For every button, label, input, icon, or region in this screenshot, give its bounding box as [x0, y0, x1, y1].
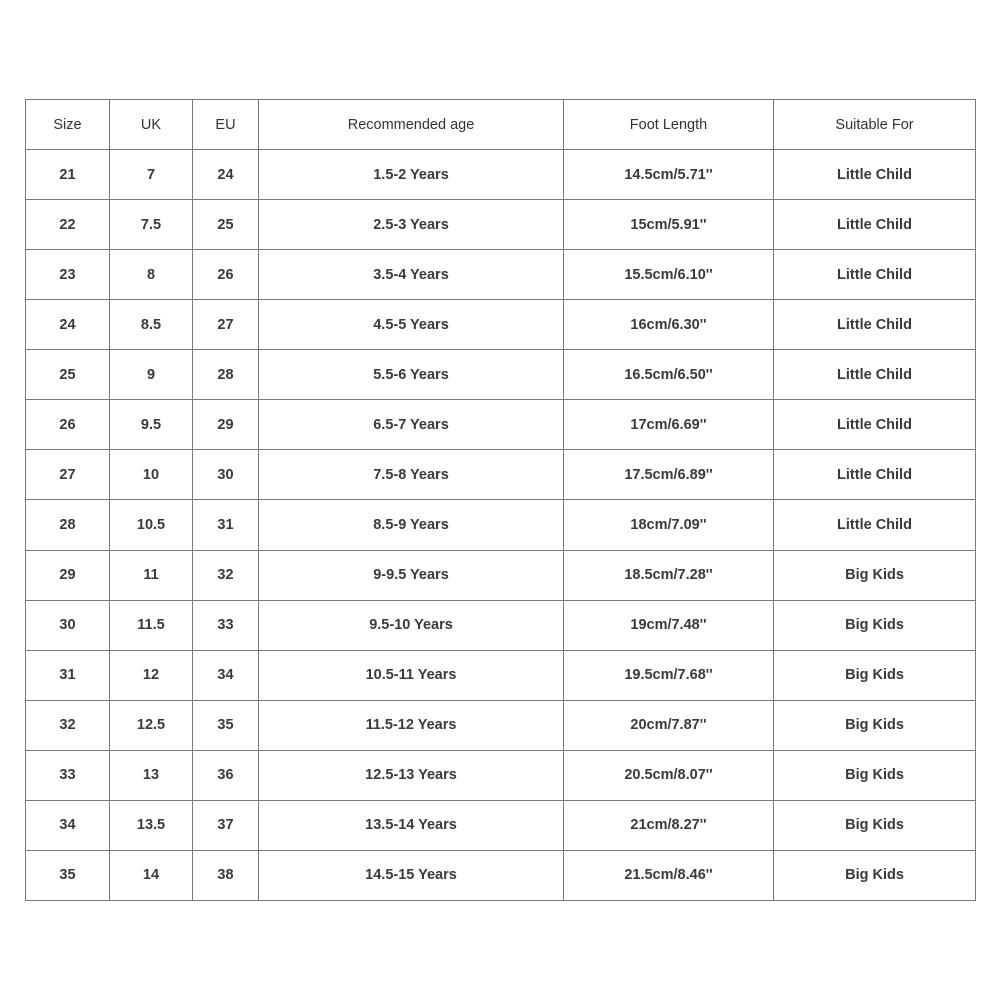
cell-eu: 32 — [193, 550, 259, 600]
table-row — [26, 600, 976, 650]
cell-suitable-for: Little Child — [774, 250, 976, 300]
cell-size: 24 — [26, 300, 110, 350]
cell-size: 30 — [26, 600, 110, 650]
cell-uk: 13.5 — [110, 800, 193, 850]
cell-uk: 11.5 — [110, 600, 193, 650]
table-row — [26, 700, 976, 750]
cell-eu: 37 — [193, 800, 259, 850]
cell-eu: 29 — [193, 400, 259, 450]
cell-eu: 26 — [193, 250, 259, 300]
cell-size: 33 — [26, 750, 110, 800]
cell-uk: 14 — [110, 850, 193, 900]
cell-eu: 35 — [193, 700, 259, 750]
cell-suitable-for: Little Child — [774, 300, 976, 350]
cell-recommended-age: 7.5-8 Years — [259, 450, 564, 500]
cell-eu: 34 — [193, 650, 259, 700]
header-suitable-for: Suitable For — [774, 100, 976, 150]
cell-eu: 38 — [193, 850, 259, 900]
cell-foot-length: 16cm/6.30'' — [564, 300, 774, 350]
table-row — [26, 750, 976, 800]
cell-recommended-age: 8.5-9 Years — [259, 500, 564, 550]
header-size: Size — [26, 100, 110, 150]
cell-foot-length: 14.5cm/5.71'' — [564, 150, 774, 200]
cell-recommended-age: 6.5-7 Years — [259, 400, 564, 450]
header-uk: UK — [110, 100, 193, 150]
cell-size: 25 — [26, 350, 110, 400]
cell-foot-length: 21cm/8.27'' — [564, 800, 774, 850]
cell-foot-length: 16.5cm/6.50'' — [564, 350, 774, 400]
table-row — [26, 550, 976, 600]
cell-foot-length: 15cm/5.91'' — [564, 200, 774, 250]
cell-suitable-for: Little Child — [774, 350, 976, 400]
cell-recommended-age: 14.5-15 Years — [259, 850, 564, 900]
cell-recommended-age: 5.5-6 Years — [259, 350, 564, 400]
cell-eu: 27 — [193, 300, 259, 350]
cell-recommended-age: 3.5-4 Years — [259, 250, 564, 300]
cell-recommended-age: 12.5-13 Years — [259, 750, 564, 800]
cell-size: 34 — [26, 800, 110, 850]
table-row — [26, 150, 976, 200]
cell-suitable-for: Little Child — [774, 200, 976, 250]
cell-size: 28 — [26, 500, 110, 550]
cell-suitable-for: Big Kids — [774, 700, 976, 750]
table-row — [26, 400, 976, 450]
cell-foot-length: 19cm/7.48'' — [564, 600, 774, 650]
cell-eu: 33 — [193, 600, 259, 650]
cell-uk: 10.5 — [110, 500, 193, 550]
table-row — [26, 350, 976, 400]
table-row — [26, 200, 976, 250]
cell-eu: 25 — [193, 200, 259, 250]
cell-size: 26 — [26, 400, 110, 450]
cell-eu: 31 — [193, 500, 259, 550]
cell-recommended-age: 4.5-5 Years — [259, 300, 564, 350]
table-body — [26, 150, 976, 901]
cell-recommended-age: 11.5-12 Years — [259, 700, 564, 750]
cell-size: 29 — [26, 550, 110, 600]
cell-foot-length: 15.5cm/6.10'' — [564, 250, 774, 300]
cell-suitable-for: Big Kids — [774, 850, 976, 900]
cell-size: 31 — [26, 650, 110, 700]
cell-recommended-age: 13.5-14 Years — [259, 800, 564, 850]
cell-size: 35 — [26, 850, 110, 900]
header-recommended-age: Recommended age — [259, 100, 564, 150]
cell-suitable-for: Big Kids — [774, 800, 976, 850]
cell-eu: 30 — [193, 450, 259, 500]
cell-size: 32 — [26, 700, 110, 750]
cell-uk: 7.5 — [110, 200, 193, 250]
cell-suitable-for: Big Kids — [774, 650, 976, 700]
table-row — [26, 850, 976, 900]
cell-uk: 8 — [110, 250, 193, 300]
cell-uk: 13 — [110, 750, 193, 800]
cell-uk: 12.5 — [110, 700, 193, 750]
cell-foot-length: 20.5cm/8.07'' — [564, 750, 774, 800]
cell-suitable-for: Little Child — [774, 400, 976, 450]
cell-suitable-for: Little Child — [774, 500, 976, 550]
cell-suitable-for: Big Kids — [774, 750, 976, 800]
cell-foot-length: 20cm/7.87'' — [564, 700, 774, 750]
cell-eu: 24 — [193, 150, 259, 200]
size-chart-table — [25, 99, 976, 901]
cell-suitable-for: Big Kids — [774, 550, 976, 600]
cell-size: 21 — [26, 150, 110, 200]
cell-foot-length: 17.5cm/6.89'' — [564, 450, 774, 500]
cell-uk: 11 — [110, 550, 193, 600]
cell-uk: 10 — [110, 450, 193, 500]
cell-size: 27 — [26, 450, 110, 500]
cell-uk: 8.5 — [110, 300, 193, 350]
header-eu: EU — [193, 100, 259, 150]
table-row — [26, 250, 976, 300]
cell-size: 22 — [26, 200, 110, 250]
cell-eu: 28 — [193, 350, 259, 400]
cell-eu: 36 — [193, 750, 259, 800]
cell-recommended-age: 9.5-10 Years — [259, 600, 564, 650]
cell-uk: 9 — [110, 350, 193, 400]
cell-recommended-age: 10.5-11 Years — [259, 650, 564, 700]
header-row — [26, 100, 976, 150]
cell-uk: 12 — [110, 650, 193, 700]
cell-uk: 9.5 — [110, 400, 193, 450]
cell-suitable-for: Little Child — [774, 150, 976, 200]
table-row — [26, 300, 976, 350]
table-row — [26, 450, 976, 500]
cell-foot-length: 17cm/6.69'' — [564, 400, 774, 450]
table-row — [26, 800, 976, 850]
cell-uk: 7 — [110, 150, 193, 200]
header-foot-length: Foot Length — [564, 100, 774, 150]
table-row — [26, 650, 976, 700]
cell-foot-length: 18.5cm/7.28'' — [564, 550, 774, 600]
cell-suitable-for: Little Child — [774, 450, 976, 500]
cell-foot-length: 18cm/7.09'' — [564, 500, 774, 550]
cell-recommended-age: 9-9.5 Years — [259, 550, 564, 600]
cell-recommended-age: 2.5-3 Years — [259, 200, 564, 250]
cell-suitable-for: Big Kids — [774, 600, 976, 650]
cell-size: 23 — [26, 250, 110, 300]
cell-recommended-age: 1.5-2 Years — [259, 150, 564, 200]
table-row — [26, 500, 976, 550]
cell-foot-length: 19.5cm/7.68'' — [564, 650, 774, 700]
cell-foot-length: 21.5cm/8.46'' — [564, 850, 774, 900]
